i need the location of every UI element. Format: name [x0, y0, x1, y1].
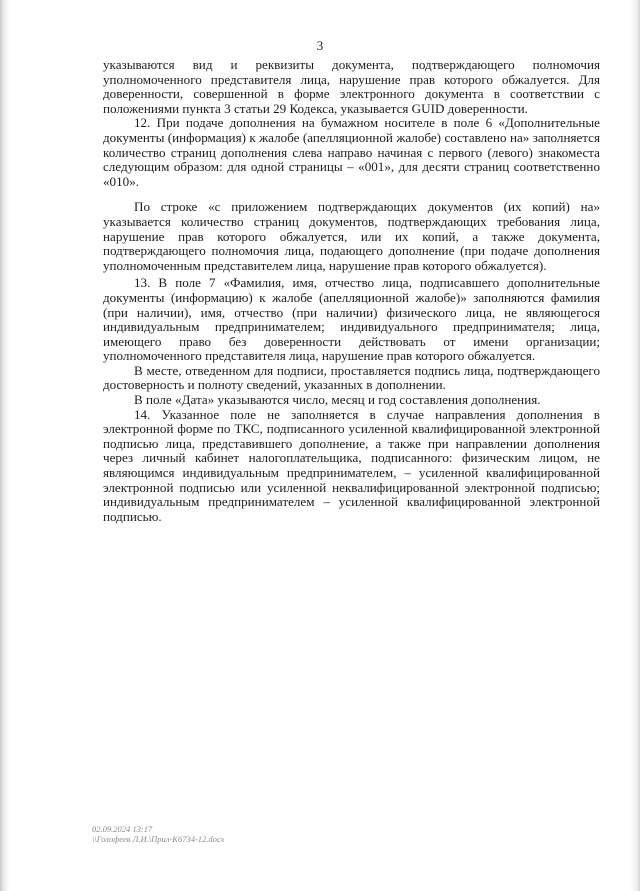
document-body [103, 58, 600, 524]
paragraph-date: В поле «Дата» указываются число, месяц и год составления дополнения. [134, 392, 541, 408]
paragraph-item-12: 12. При подаче дополнения на бумажном носителе в поле 6 «Дополнительные документы (информация) к жалобе (апелляционной жалобе) составлено на» заполняется количество страниц дополнения слева направо начиная с первого (левого) знакоместа следующим образом: для одной страницы – «001», для десяти страниц соответственно «010». [103, 115, 600, 189]
scan-edge-right [630, 0, 640, 891]
footer-date: 02.09.2024 13:17 [92, 824, 153, 834]
paragraph-signature: В месте, отведенном для подписи, проставляется подпись лица, подтверждающего достоверность и полноту сведений, указанных в дополнении. [103, 362, 600, 393]
page-number: 3 [316, 38, 324, 53]
paragraph-item-13: 13. В поле 7 «Фамилия, имя, отчество лица, подписавшего дополнительные документы (информацию) к жалобе (апелляционной жалобе)» заполняются фамилия (при наличии), имя, отчество (при наличии) физического лица, не являющегося индивидуальным предпринимателем; индивидуального предпринимателя; лица, имеющего право без доверенности действовать от имени организации; уполномоченного представителя лица, нарушение прав которого обжалуется. [103, 275, 600, 364]
file-footer [92, 824, 224, 844]
paragraph-continuation: указываются вид и реквизиты документа, подтверждающего полномочия уполномоченного представителя лица, нарушение прав которого обжалуется. Для доверенности, совершенной в форме электронного документа в соответствии с положениями пункта 3 статьи 29 Кодекса, указывается GUID доверенности. [103, 57, 600, 116]
scan-edge-left [0, 0, 10, 891]
paragraph-item-14: 14. Указанное поле не заполняется в случае направления дополнения в электронной форме по ТКС, подписанного усиленной квалифицированной электронной подписью лица, представившего дополнение, а также при направлении дополнения через личный кабинет налогоплательщика, подписанного: физическим лицом, не являющимся индивидуальным предпринимателем, – усиленной квалифицированной электронной подписью или усиленной неквалифицированной электронной подписью; индивидуальным предпринимателем – усиленной квалифицированной электронной подписью. [103, 406, 600, 524]
footer-path: \\Голофеев Л.И.\Прил-К6734-12.docx [92, 834, 225, 844]
paragraph-attachments-line: По строке «с приложением подтверждающих документов (их копий) на» указывается количество страниц документов, подтверждающих требования лица, нарушение прав которого обжалуется, или их копий, а также документа, подтверждающего полномочия лица, подающего дополнение (при подаче дополнения уполномоченным представителем лица, нарушение прав которого обжалуется). [103, 199, 600, 273]
